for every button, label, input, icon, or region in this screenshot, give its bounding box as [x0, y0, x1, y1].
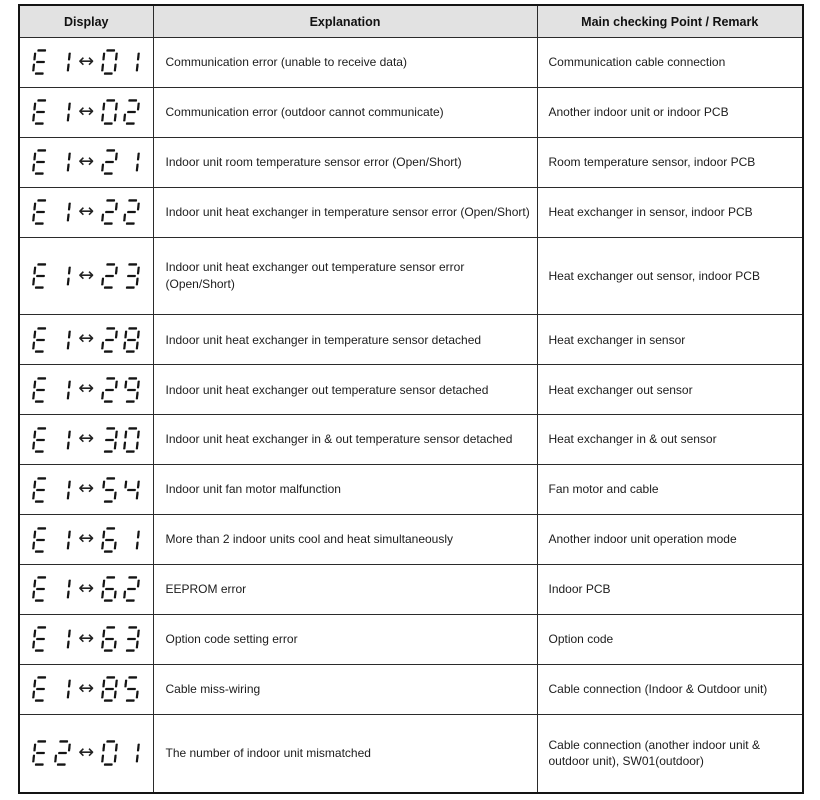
explanation-cell: Indoor unit heat exchanger in & out temperature sensor detached	[153, 415, 537, 465]
remark-cell: Fan motor and cable	[537, 465, 803, 515]
display-cell	[19, 187, 153, 237]
seven-segment-digit-1	[54, 99, 72, 125]
table-row	[19, 415, 803, 465]
table-row	[19, 237, 803, 315]
seven-segment-digit-1	[123, 740, 141, 766]
remark-cell: Another indoor unit or indoor PCB	[537, 87, 803, 137]
explanation-cell: Indoor unit heat exchanger in temperature sensor detached	[153, 315, 537, 365]
table-row	[19, 187, 803, 237]
remark-cell: Cable connection (Indoor & Outdoor unit)	[537, 664, 803, 714]
seven-segment-digit-2	[123, 99, 141, 125]
seven-segment-group	[102, 477, 139, 503]
explanation-cell: More than 2 indoor units cool and heat simultaneously	[153, 515, 537, 565]
table-row	[19, 614, 803, 664]
seven-segment-group	[33, 527, 70, 553]
seven-segment-group	[33, 477, 70, 503]
seven-segment-digit-E	[32, 149, 50, 175]
seven-segment-digit-0	[101, 740, 119, 766]
seven-segment-digit-8	[123, 327, 141, 353]
seven-segment-group	[33, 740, 70, 766]
seven-segment-group	[102, 427, 139, 453]
seven-segment-digit-1	[123, 527, 141, 553]
seven-segment-digit-5	[101, 477, 119, 503]
explanation-cell: Cable miss-wiring	[153, 664, 537, 714]
seven-segment-digit-2	[101, 263, 119, 289]
table-row	[19, 465, 803, 515]
seven-segment-group	[33, 377, 70, 403]
seven-segment-digit-1	[54, 327, 72, 353]
table-row	[19, 664, 803, 714]
seven-segment-digit-1	[54, 149, 72, 175]
seven-segment-group	[102, 327, 139, 353]
left-right-arrow-icon: ↔	[78, 377, 95, 400]
seven-segment-group	[102, 263, 139, 289]
display-code	[22, 676, 151, 702]
seven-segment-group	[33, 676, 70, 702]
left-right-arrow-icon: ↔	[78, 199, 95, 222]
seven-segment-digit-1	[54, 427, 72, 453]
seven-segment-digit-2	[101, 149, 119, 175]
remark-cell: Communication cable connection	[537, 38, 803, 88]
explanation-cell: Communication error (unable to receive data)	[153, 38, 537, 88]
explanation-cell: Indoor unit heat exchanger out temperature sensor detached	[153, 365, 537, 415]
seven-segment-group	[102, 576, 139, 602]
seven-segment-group	[33, 49, 70, 75]
explanation-cell: Option code setting error	[153, 614, 537, 664]
header-remark: Main checking Point / Remark	[537, 5, 803, 38]
seven-segment-digit-E	[32, 427, 50, 453]
display-code	[22, 427, 151, 453]
seven-segment-digit-6	[101, 576, 119, 602]
seven-segment-digit-1	[54, 49, 72, 75]
display-code	[22, 740, 151, 766]
display-cell	[19, 365, 153, 415]
seven-segment-digit-E	[32, 527, 50, 553]
remark-cell: Indoor PCB	[537, 564, 803, 614]
seven-segment-group	[102, 377, 139, 403]
seven-segment-digit-1	[54, 377, 72, 403]
left-right-arrow-icon: ↔	[78, 99, 95, 122]
left-right-arrow-icon: ↔	[78, 576, 95, 599]
display-cell	[19, 714, 153, 793]
seven-segment-digit-2	[123, 199, 141, 225]
table-row	[19, 87, 803, 137]
seven-segment-digit-E	[32, 327, 50, 353]
display-code	[22, 327, 151, 353]
display-code	[22, 576, 151, 602]
table-row	[19, 564, 803, 614]
seven-segment-group	[33, 626, 70, 652]
table-row	[19, 38, 803, 88]
explanation-cell: Communication error (outdoor cannot communicate)	[153, 87, 537, 137]
explanation-cell: Indoor unit heat exchanger in temperature sensor error (Open/Short)	[153, 187, 537, 237]
seven-segment-digit-E	[32, 576, 50, 602]
seven-segment-digit-3	[101, 427, 119, 453]
display-code	[22, 377, 151, 403]
remark-cell: Heat exchanger out sensor	[537, 365, 803, 415]
seven-segment-digit-E	[32, 99, 50, 125]
explanation-cell: Indoor unit fan motor malfunction	[153, 465, 537, 515]
seven-segment-digit-9	[123, 377, 141, 403]
seven-segment-digit-1	[123, 49, 141, 75]
left-right-arrow-icon: ↔	[78, 49, 95, 72]
seven-segment-digit-E	[32, 49, 50, 75]
seven-segment-digit-E	[32, 477, 50, 503]
seven-segment-group	[102, 740, 139, 766]
seven-segment-digit-1	[123, 149, 141, 175]
seven-segment-digit-E	[32, 263, 50, 289]
display-cell	[19, 515, 153, 565]
seven-segment-group	[102, 676, 139, 702]
display-code	[22, 149, 151, 175]
left-right-arrow-icon: ↔	[78, 740, 95, 763]
seven-segment-digit-1	[54, 263, 72, 289]
header-display: Display	[19, 5, 153, 38]
seven-segment-group	[102, 99, 139, 125]
display-cell	[19, 87, 153, 137]
seven-segment-digit-3	[123, 263, 141, 289]
display-cell	[19, 664, 153, 714]
left-right-arrow-icon: ↔	[78, 149, 95, 172]
header-explanation: Explanation	[153, 5, 537, 38]
display-code	[22, 263, 151, 289]
seven-segment-digit-1	[54, 477, 72, 503]
table-row	[19, 137, 803, 187]
display-cell	[19, 614, 153, 664]
seven-segment-digit-3	[123, 626, 141, 652]
display-code	[22, 49, 151, 75]
left-right-arrow-icon: ↔	[78, 676, 95, 699]
seven-segment-digit-6	[101, 527, 119, 553]
seven-segment-digit-0	[123, 427, 141, 453]
seven-segment-digit-4	[123, 477, 141, 503]
seven-segment-group	[33, 99, 70, 125]
seven-segment-digit-E	[32, 740, 50, 766]
seven-segment-digit-1	[54, 199, 72, 225]
seven-segment-group	[33, 327, 70, 353]
seven-segment-digit-1	[54, 527, 72, 553]
seven-segment-group	[102, 626, 139, 652]
seven-segment-digit-2	[101, 327, 119, 353]
display-cell	[19, 137, 153, 187]
left-right-arrow-icon: ↔	[78, 626, 95, 649]
explanation-cell: Indoor unit heat exchanger out temperature sensor error (Open/Short)	[153, 237, 537, 315]
seven-segment-digit-8	[101, 676, 119, 702]
seven-segment-group	[102, 199, 139, 225]
seven-segment-group	[102, 49, 139, 75]
remark-cell: Cable connection (another indoor unit & outdoor unit), SW01(outdoor)	[537, 714, 803, 793]
left-right-arrow-icon: ↔	[78, 477, 95, 500]
seven-segment-digit-2	[54, 740, 72, 766]
seven-segment-group	[33, 576, 70, 602]
header-row	[19, 5, 803, 38]
display-code	[22, 99, 151, 125]
seven-segment-digit-E	[32, 676, 50, 702]
seven-segment-digit-0	[101, 49, 119, 75]
seven-segment-group	[33, 427, 70, 453]
seven-segment-digit-2	[101, 199, 119, 225]
table-row	[19, 515, 803, 565]
left-right-arrow-icon: ↔	[78, 327, 95, 350]
table-row	[19, 315, 803, 365]
display-cell	[19, 564, 153, 614]
explanation-cell: EEPROM error	[153, 564, 537, 614]
left-right-arrow-icon: ↔	[78, 527, 95, 550]
seven-segment-group	[33, 199, 70, 225]
seven-segment-digit-1	[54, 576, 72, 602]
error-code-table	[18, 4, 804, 794]
seven-segment-digit-E	[32, 199, 50, 225]
seven-segment-group	[102, 527, 139, 553]
display-cell	[19, 415, 153, 465]
remark-cell: Another indoor unit operation mode	[537, 515, 803, 565]
seven-segment-digit-2	[123, 576, 141, 602]
remark-cell: Heat exchanger out sensor, indoor PCB	[537, 237, 803, 315]
seven-segment-digit-5	[123, 676, 141, 702]
explanation-cell: Indoor unit room temperature sensor error (Open/Short)	[153, 137, 537, 187]
display-cell	[19, 237, 153, 315]
seven-segment-digit-E	[32, 626, 50, 652]
left-right-arrow-icon: ↔	[78, 427, 95, 450]
seven-segment-group	[102, 149, 139, 175]
remark-cell: Room temperature sensor, indoor PCB	[537, 137, 803, 187]
seven-segment-digit-0	[101, 99, 119, 125]
seven-segment-digit-1	[54, 676, 72, 702]
display-code	[22, 199, 151, 225]
seven-segment-group	[33, 149, 70, 175]
left-right-arrow-icon: ↔	[78, 263, 95, 286]
display-cell	[19, 465, 153, 515]
remark-cell: Option code	[537, 614, 803, 664]
remark-cell: Heat exchanger in sensor	[537, 315, 803, 365]
display-cell	[19, 38, 153, 88]
display-code	[22, 477, 151, 503]
explanation-cell: The number of indoor unit mismatched	[153, 714, 537, 793]
table-body	[19, 38, 803, 794]
table-row	[19, 714, 803, 793]
display-code	[22, 626, 151, 652]
table-row	[19, 365, 803, 415]
display-code	[22, 527, 151, 553]
seven-segment-digit-E	[32, 377, 50, 403]
seven-segment-digit-1	[54, 626, 72, 652]
display-cell	[19, 315, 153, 365]
remark-cell: Heat exchanger in sensor, indoor PCB	[537, 187, 803, 237]
seven-segment-digit-6	[101, 626, 119, 652]
seven-segment-digit-2	[101, 377, 119, 403]
seven-segment-group	[33, 263, 70, 289]
remark-cell: Heat exchanger in & out sensor	[537, 415, 803, 465]
